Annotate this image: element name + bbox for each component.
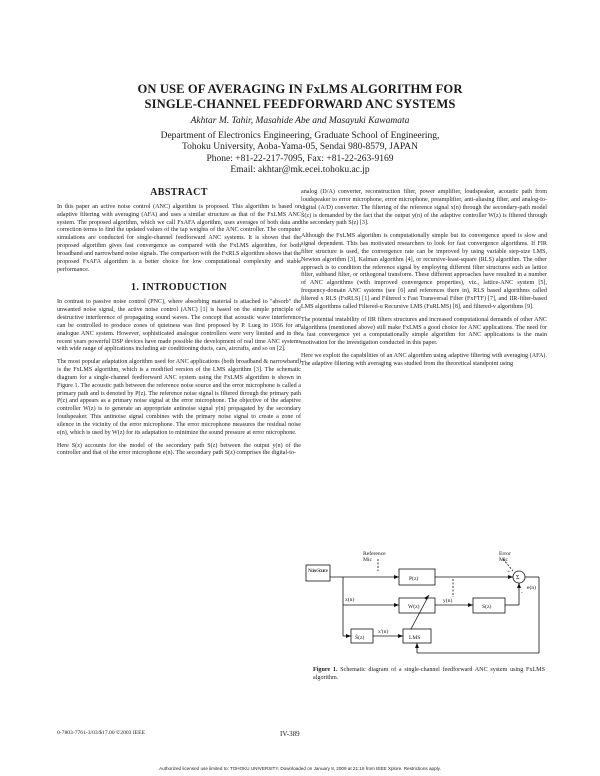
intro-paragraph-1: In contrast to passive noise control (PNC), where absorbing material is attached to "absorb" the unwanted noise signal, the active noise control (ANC) [1] is based on the simple principle of destructive interference of propagating sound waves. The concept that acoustic wave interference can be controlled to produce zones of quietness was first proposed by P. Lueg in 1936 for an analogue ANC system. However, sophisticated analogue controllers were very limited and in the recent years powerful DSP devices have made possible the development of real time ANC systems with wide range of applications including air conditioning ducts, cars, aircrafts, and so on [2]. [57, 299, 301, 353]
right-paragraph-3: The potential instability of IIR filters structures and increased computational demands of other ANC algorithms (mentioned above) still make FxLMS a good choice for ANC applications. The need for a fast convergence yet a computationally simple algorithm for ANC applications is the main motivation for the investigation conducted in this paper. [301, 316, 547, 347]
caption-label: Figure 1. [313, 667, 338, 673]
left-column [57, 189, 301, 463]
label-xn: x(n) [345, 597, 355, 603]
paper-title [60, 82, 540, 112]
label-plus: + [507, 569, 511, 575]
label-pz: P(z) [409, 576, 419, 582]
right-paragraph-4: Here we exploit the capabilities of an ANC algorithm using adaptive filtering with averaging (AFA). The adaptive filtering with averaging was studied from the theoretical standpoint using [301, 353, 547, 367]
label-sz: S(z) [482, 604, 492, 610]
affiliation-line-1: Department of Electronics Engineering, Graduate School of Engineering, [160, 131, 440, 141]
label-en: e(n) [527, 585, 537, 591]
label-yn: y(n) [443, 598, 453, 604]
label-reference: Reference [363, 551, 386, 557]
label-mic-1: Mic [363, 557, 373, 563]
anc-schematic-figure [303, 549, 545, 665]
right-column [301, 189, 547, 374]
affiliation [60, 131, 540, 176]
label-error: Error [499, 551, 511, 557]
label-shat: Ŝ(z) [355, 635, 365, 641]
footer-copyright: 0-7803-7761-3/03/$17.00 ©2003 IEEE [57, 730, 145, 736]
authors: Akhtar M. Tahir, Masahide Abe and Masayuki Kawamata [190, 116, 410, 126]
right-paragraph-2: Although the FxLMS algorithm is computationally simple but its convergence speed is slow and signal dependent. This has motivated researchers to look for fast convergence algorithms. If FIR filter structure is used, the convergence rate can be improved by using variable step-size LMS, Newton algorithm [3], Kalman algorithm [4], or recursive-least-square (RLS) algorithm. The other approach is to condition the reference signal by employing different filter structures such as lattice filter, subband filter, or orthogonal transform. These different approaches have resulted in a number of ANC algorithms (with improved convergence properties), viz., lattice-ANC system [5], frequency-domain ANC systems (see [6] and references there in), RLS based algorithms called filtered x RLS (FxRLS) [1] and Filtered x Fast Transversal Filter (FxFTF) [7], and IIR-filter-based LMS algorithms called Filtered-u Recursive LMS (FuRLMS) [8], and filtered-v algorithms [9]. [301, 233, 547, 310]
figure-caption [313, 667, 545, 683]
label-mic-2: Mic [499, 557, 509, 563]
label-xprime: x'(n) [378, 629, 389, 635]
title-line-1: ON USE OF AVERAGING IN FxLMS ALGORITHM FOR [137, 82, 463, 96]
label-lms: LMS [409, 635, 421, 641]
affiliation-line-3: Phone: +81-22-217-7095, Fax: +81-22-263-9169 [206, 153, 394, 164]
right-paragraph-1: analog (D/A) converter, reconstruction filter, power amplifier, loudspeaker, acoustic path from loudspeaker to error microphone, error microphone, preamplifier, anti-aliasing filter, and analog-to-digital (A/D) converter. The filtering of the reference signal x(n) through the secondary-path model Ŝ(z) is demanded by the fact that the output y(n) of the adaptive controller W(z) is filtered through the secondary path S(z) [3]. [301, 189, 547, 227]
label-minus: - [521, 590, 523, 596]
intro-paragraph-3: Here S(z) accounts for the model of the secondary path S(z) between the output y(n) of the controller and that of the error microphone e(n). The secondary path S(z) comprises the digital-to- [57, 442, 301, 457]
authorized-use-notice: Authorized licensed use limited to: TOHOKU UNIVERSITY. Downloaded on January 8, 2009 at 21:16 from IEEE Xplore. Restrictions apply. [159, 766, 441, 771]
label-sum: Σ [516, 575, 520, 581]
affiliation-line-4: Email: akhtar@mk.ecei.tohoku.ac.jp [230, 164, 370, 175]
abstract-text: In this paper an active noise control (ANC) algorithm is proposed. This algorithm is based on adaptive filtering with averaging (AFA) and uses a similar structure as that of the FxLMS ANC system. The proposed algorithm, which we call FxAFA algorithm, uses averages of both data and correction terms to find the updated values of the tap weights of the ANC controller. The computer simulations are conducted for single-channel feedforward ANC systems. It is shown that the proposed algorithm gives fast convergence as compared with the FxLMS algorithm, for both broadband and narrowband noise signals. The comparison with the FxRLS algorithm shows that the proposed FxAFA algorithm is a better choice for low computational complexity and stable performance. [57, 203, 301, 273]
title-line-2: SINGLE-CHANNEL FEEDFORWARD ANC SYSTEMS [144, 97, 456, 111]
intro-heading: 1. INTRODUCTION [130, 282, 227, 294]
affiliation-line-2: Tohoku University, Aoba-Yama-05, Sendai 980-8579, JAPAN [182, 142, 418, 153]
abstract-heading: ABSTRACT [150, 187, 208, 198]
intro-paragraph-2: The most popular adaptation algorithm used for ANC applications (both broadband & narrowband) is the FxLMS algorithm, which is a modified version of the LMS algorithm [3]. The schematic diagram for a single-channel feedforward ANC system using the FxLMS algorithm is shown in Figure 1. The acoustic path between the reference noise source and the error microphone is called a primary path and is denoted by P(z). The reference noise signal is filtered through the primary path P(z) and appears as a primary noise signal at the error microphone. The objective of the adaptive controller W(z) is to generate an appropriate antinoise signal y(n) propagated by the secondary loudspeaker. This antinoise signal combines with the primary noise signal to create a zone of silence in the vicinity of the error microphone. The error microphone measures the residual noise e(n), which is used by W(z) for its adaptation to minimize the sound pressure at error microphone. [57, 359, 301, 436]
page-number: IV-389 [280, 730, 300, 738]
label-wz: W(z) [408, 604, 420, 610]
caption-text: Schematic diagram of a single-channel feedforward ANC system using FxLMS algorithm. [313, 667, 545, 681]
label-noise: Noise Source [308, 569, 328, 574]
